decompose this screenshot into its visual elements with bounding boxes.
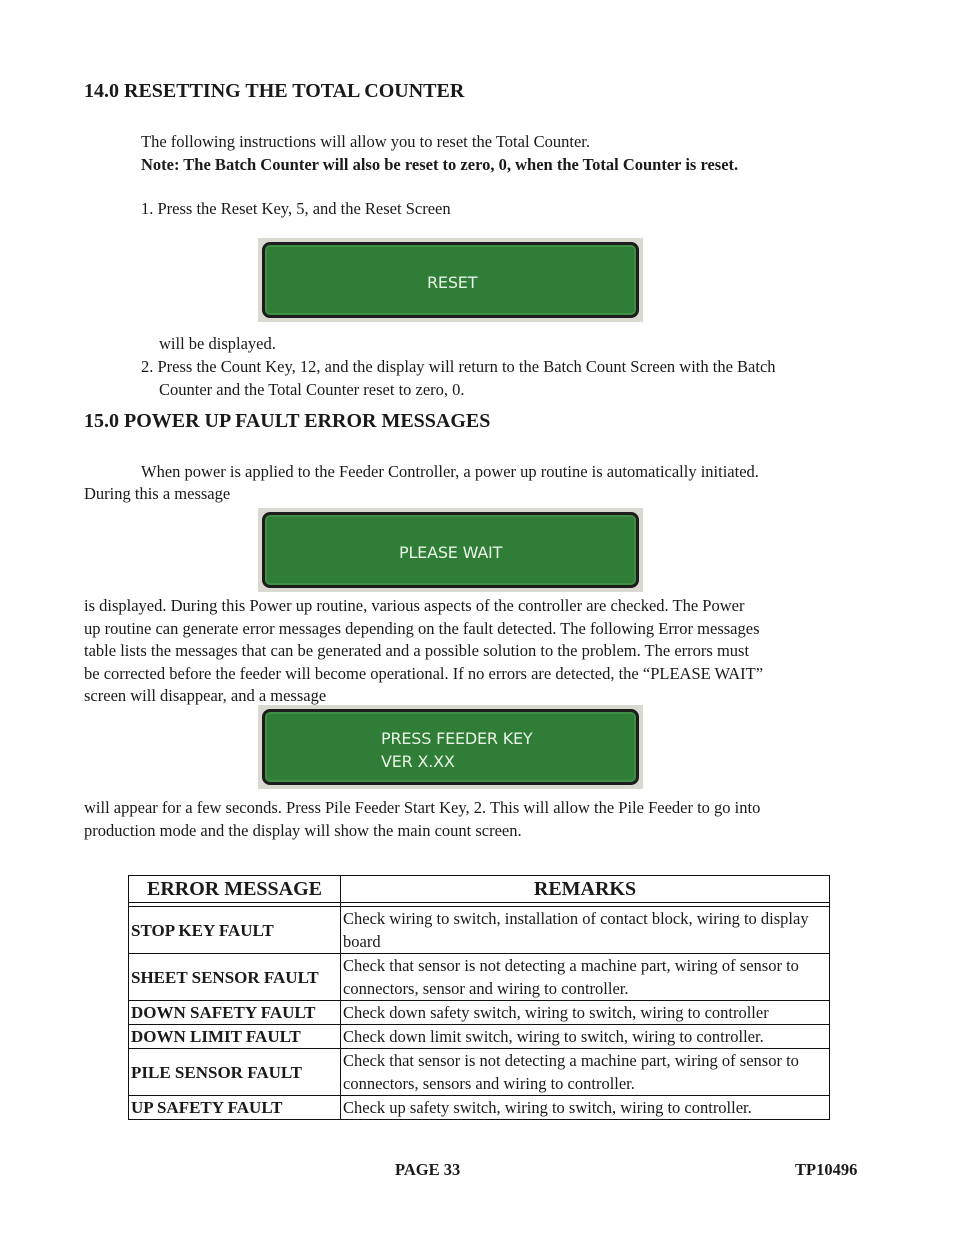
section-14-note: Note: The Batch Counter will also be reset to zero, 0, when the Total Counter is reset. — [141, 155, 739, 174]
document-id: TP10496 — [795, 1160, 858, 1179]
section-15-para3-line2: production mode and the display will show the main count screen. — [84, 821, 522, 840]
error-remark: Check up safety switch, wiring to switch, wiring to controller. — [341, 1096, 830, 1120]
error-remark: Check wiring to switch, installation of contact block, wiring to display board — [341, 907, 830, 954]
header-error-message: ERROR MESSAGE — [129, 876, 341, 903]
table-row — [129, 1025, 830, 1049]
section-15-para2-line1: is displayed. During this Power up routine, various aspects of the controller are checked. The Power — [84, 596, 745, 615]
error-messages-table — [128, 875, 830, 1120]
header-remarks: REMARKS — [341, 876, 830, 903]
press-feeder-key-text: PRESS FEEDER KEY — [381, 729, 533, 748]
step-1-continued: will be displayed. — [159, 334, 276, 353]
step-2-line-2: Counter and the Total Counter reset to zero, 0. — [159, 380, 465, 399]
step-1-text: 1. Press the Reset Key, 5, and the Reset Screen — [141, 199, 451, 218]
section-15-para1-line1: When power is applied to the Feeder Controller, a power up routine is automatically initiated. — [141, 462, 759, 481]
table-row — [129, 1049, 830, 1096]
please-wait-display — [258, 508, 643, 592]
section-15-para1-line2: During this a message — [84, 484, 231, 503]
error-code: DOWN LIMIT FAULT — [129, 1025, 341, 1049]
press-feeder-key-display — [258, 705, 643, 789]
error-code: UP SAFETY FAULT — [129, 1096, 341, 1120]
section-15-para2-line2: up routine can generate error messages depending on the fault detected. The following Error messages — [84, 619, 760, 638]
please-wait-display-text: PLEASE WAIT — [399, 543, 503, 562]
error-code: DOWN SAFETY FAULT — [129, 1001, 341, 1025]
error-remark: Check down limit switch, wiring to switch, wiring to controller. — [341, 1025, 830, 1049]
step-2-line-1: 2. Press the Count Key, 12, and the display will return to the Batch Count Screen with the Batch — [141, 357, 776, 376]
error-code: STOP KEY FAULT — [129, 907, 341, 954]
section-15-para2-line3: table lists the messages that can be generated and a possible solution to the problem. The errors must — [84, 641, 750, 660]
reset-display-text: RESET — [427, 273, 478, 292]
table-header-row — [129, 876, 830, 903]
section-15-para3-line1: will appear for a few seconds. Press Pile Feeder Start Key, 2. This will allow the Pile Feeder to go into — [84, 798, 761, 817]
section-15-heading: 15.0 POWER UP FAULT ERROR MESSAGES — [84, 410, 491, 432]
section-14-intro: The following instructions will allow you to reset the Total Counter. — [141, 132, 591, 151]
error-remark: Check down safety switch, wiring to switch, wiring to controller — [341, 1001, 830, 1025]
section-15-para2-line5: screen will disappear, and a message — [84, 686, 327, 705]
page-number: PAGE 33 — [395, 1160, 461, 1179]
reset-display — [258, 238, 643, 322]
section-14-heading: 14.0 RESETTING THE TOTAL COUNTER — [84, 80, 465, 102]
table-row — [129, 954, 830, 1001]
table-row — [129, 1096, 830, 1120]
version-text: VER X.XX — [381, 752, 455, 771]
error-code: SHEET SENSOR FAULT — [129, 954, 341, 1001]
section-15-para2-line4: be corrected before the feeder will become operational. If no errors are detected, the “PLEASE WAIT” — [84, 664, 764, 683]
error-remark: Check that sensor is not detecting a machine part, wiring of sensor to connectors, sensor and wiring to controller. — [341, 954, 830, 1001]
error-code: PILE SENSOR FAULT — [129, 1049, 341, 1096]
table-row — [129, 907, 830, 954]
error-remark: Check that sensor is not detecting a machine part, wiring of sensor to connectors, sensors and wiring to controller. — [341, 1049, 830, 1096]
table-row — [129, 1001, 830, 1025]
